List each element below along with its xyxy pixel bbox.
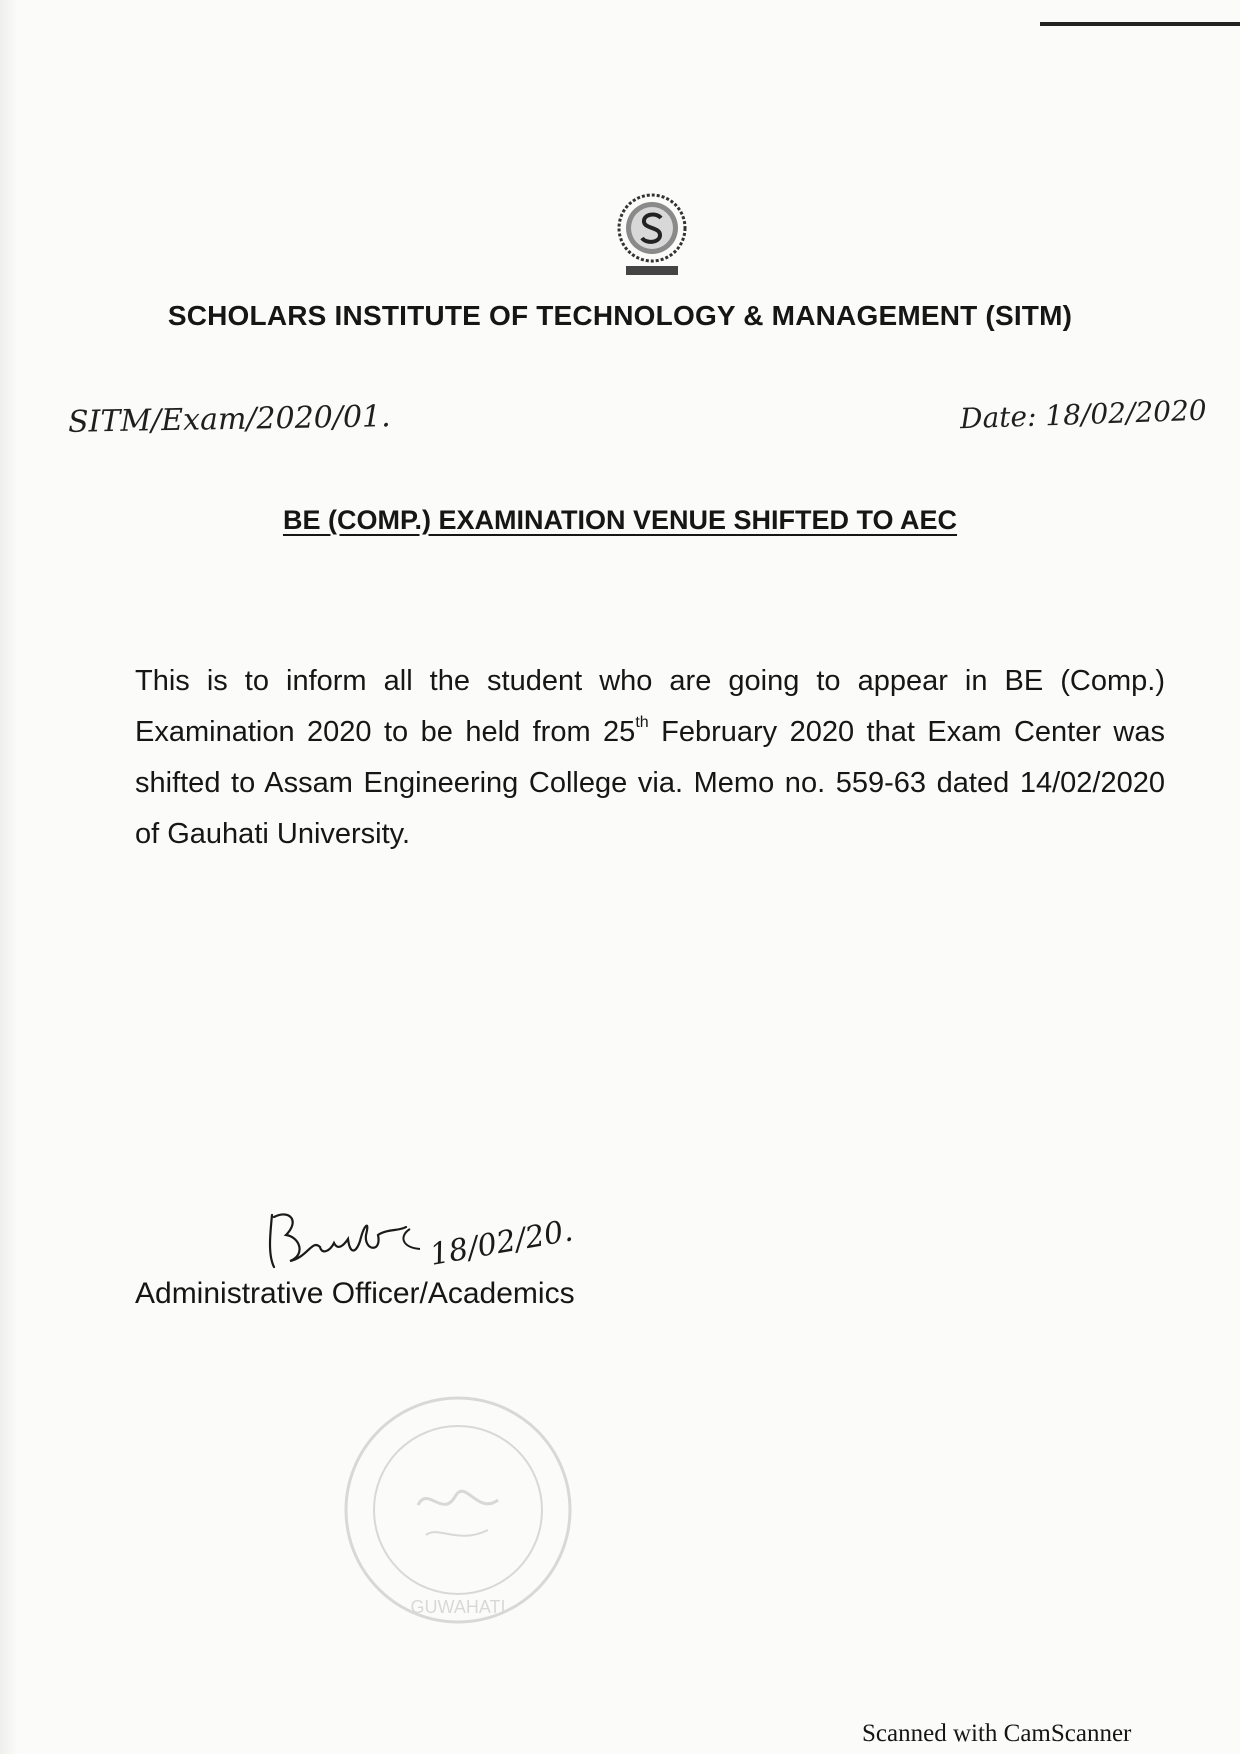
sitm-emblem-icon (612, 192, 692, 282)
signatory-designation: Administrative Officer/Academics (135, 1277, 575, 1310)
notice-date: Date: 18/02/2020 (959, 393, 1208, 436)
scanner-watermark: Scanned with CamScanner (862, 1720, 1132, 1747)
office-seal-icon (338, 1385, 578, 1635)
stamp-text: GUWAHATI (410, 1597, 506, 1617)
notice-body (135, 656, 1165, 860)
institute-name: SCHOLARS INSTITUTE OF TECHNOLOGY & MANAGEMENT (SITM) (167, 300, 1073, 331)
notice-body-part2: February 2020 that Exam Center was shifted to Assam Engineering College via. Memo no. 559-63 dated 14/02/2020 of Gauhati University. (135, 716, 1166, 850)
subject-text: BE (COMP.) EXAMINATION VENUE SHIFTED TO AEC (282, 505, 958, 535)
signature-date: 18/02/20. (427, 1213, 576, 1273)
signature-icon (260, 1195, 630, 1285)
reference-number: SITM/Exam/2020/01. (67, 399, 391, 440)
notice-body-part1: This is to inform all the student who are going to appear in BE (Comp.) Examination 2020 to be held from 25 (135, 665, 1165, 748)
notice-subject (0, 505, 1240, 536)
scan-shadow (0, 0, 18, 1754)
scan-edge-line (1040, 22, 1240, 26)
ordinal-suffix: th (635, 714, 649, 731)
